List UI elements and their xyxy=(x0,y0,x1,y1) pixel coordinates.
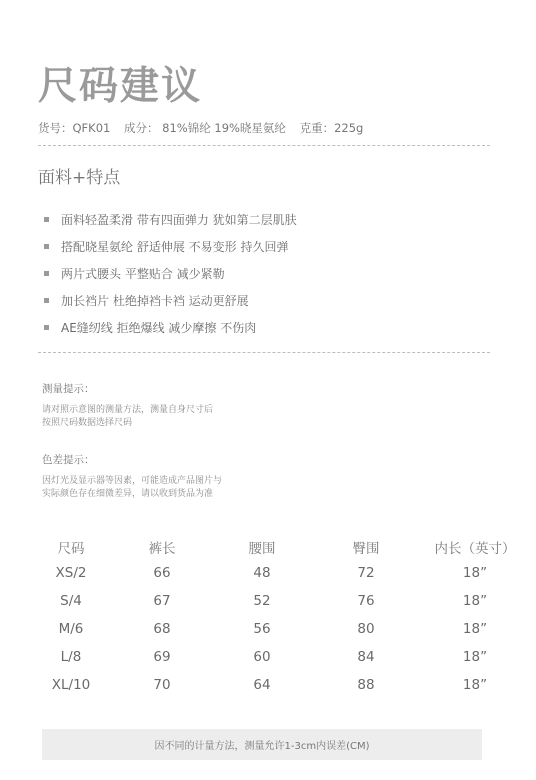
feature-item xyxy=(44,206,297,233)
cell-hip: 84 xyxy=(357,649,375,665)
square-bullet-icon xyxy=(44,244,49,249)
feature-text: 加长裆片 杜绝掉裆卡裆 运动更舒展 xyxy=(61,294,249,308)
cell-hip: 72 xyxy=(357,565,375,581)
square-bullet-icon xyxy=(44,217,49,222)
item-number: 货号：QFK01 xyxy=(38,121,111,135)
cell-length: 66 xyxy=(153,565,171,581)
cell-waist: 60 xyxy=(253,649,271,665)
cell-size: L/8 xyxy=(60,649,82,665)
table-row xyxy=(30,615,530,643)
header-inseam: 内长（英寸） xyxy=(434,541,516,557)
feature-item xyxy=(44,314,297,341)
cell-inseam: 18” xyxy=(462,621,488,637)
cell-length: 68 xyxy=(153,621,171,637)
cell-waist: 52 xyxy=(253,593,271,609)
color-tip-line: 实际颜色存在细微差异，请以收到货品为准 xyxy=(42,489,214,499)
table-row xyxy=(30,559,530,587)
feature-text: 搭配晓星氨纶 舒适伸展 不易变形 持久回弹 xyxy=(61,240,289,254)
feature-text: 面料轻盈柔滑 带有四面弹力 犹如第二层肌肤 xyxy=(61,213,297,227)
feature-list xyxy=(44,206,297,341)
measure-tip-line: 请对照示意图的测量方法，测量自身尺寸后 xyxy=(42,405,214,415)
feature-text: 两片式腰头 平整贴合 减少紧勒 xyxy=(61,267,225,281)
feature-item xyxy=(44,287,297,314)
tolerance-note xyxy=(42,729,482,760)
measure-tip-heading: 测量提示： xyxy=(42,383,95,395)
cell-waist: 56 xyxy=(253,621,271,637)
cell-size: S/4 xyxy=(60,593,82,609)
square-bullet-icon xyxy=(44,325,49,330)
cell-waist: 48 xyxy=(253,565,271,581)
feature-item xyxy=(44,260,297,287)
cell-hip: 76 xyxy=(357,593,375,609)
cell-size: XL/10 xyxy=(51,677,91,693)
cell-size: XS/2 xyxy=(55,565,87,581)
header-hip: 臀围 xyxy=(352,541,380,557)
feature-item xyxy=(44,233,297,260)
header-length: 裤长 xyxy=(148,541,176,557)
cell-length: 70 xyxy=(153,677,171,693)
size-table xyxy=(30,535,530,699)
divider-top xyxy=(38,145,490,146)
header-size: 尺码 xyxy=(57,541,85,557)
cell-inseam: 18” xyxy=(462,677,488,693)
square-bullet-icon xyxy=(44,271,49,276)
cell-length: 69 xyxy=(153,649,171,665)
cell-waist: 64 xyxy=(253,677,271,693)
color-tip-line: 因灯光及显示器等因素，可能造成产品图片与 xyxy=(42,476,223,486)
measure-tip-body xyxy=(42,404,213,430)
table-header-row xyxy=(30,535,530,559)
fabric-weight: 克重：225g xyxy=(299,121,364,135)
cell-inseam: 18” xyxy=(462,565,488,581)
cell-inseam: 18” xyxy=(462,593,488,609)
color-tip-body xyxy=(42,475,222,501)
measure-tip-line: 按照尺码数据选择尺码 xyxy=(42,418,133,428)
page-title: 尺码建议 xyxy=(38,64,203,109)
table-row xyxy=(30,587,530,615)
cell-hip: 88 xyxy=(357,677,375,693)
composition: 成分： 81%锦纶 19%晓星氨纶 xyxy=(124,121,286,135)
table-row xyxy=(30,643,530,671)
cell-hip: 80 xyxy=(357,621,375,637)
color-tip-heading: 色差提示： xyxy=(42,454,95,466)
cell-inseam: 18” xyxy=(462,649,488,665)
table-row xyxy=(30,671,530,699)
cell-size: M/6 xyxy=(58,621,84,637)
square-bullet-icon xyxy=(44,298,49,303)
feature-text: AE缝纫线 拒绝爆线 减少摩擦 不伤肉 xyxy=(61,321,257,335)
product-meta xyxy=(38,120,373,136)
cell-length: 67 xyxy=(153,593,171,609)
header-waist: 腰围 xyxy=(248,541,276,557)
divider-bottom xyxy=(38,352,490,353)
tolerance-note-text: 因不同的计量方法，测量允许1-3cm内误差(CM) xyxy=(154,741,370,752)
section-title: 面料+特点 xyxy=(38,168,121,188)
